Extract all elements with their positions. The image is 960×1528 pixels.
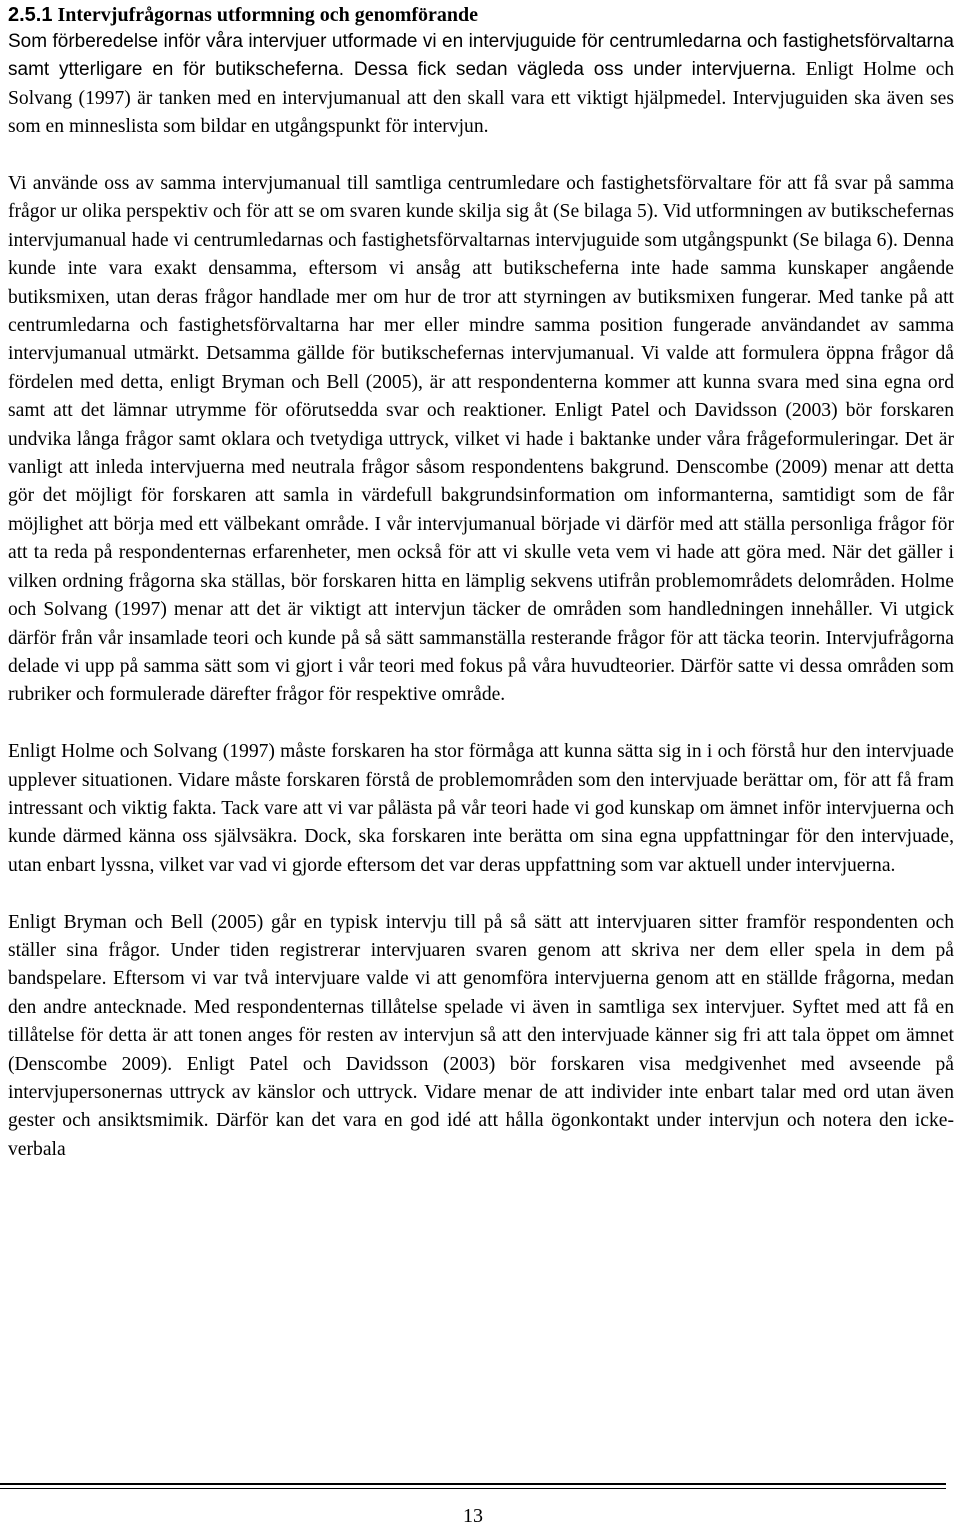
section-heading: [8, 0, 954, 28]
footer-divider-thin: [0, 1488, 946, 1489]
paragraph-4: Enligt Bryman och Bell (2005) går en typisk intervju till på så sätt att intervjuaren sitter framför respondenten och ställer sina frågor. Under tiden registrerar intervjuaren svaren genom att skriva ner dem eller spela in dem på bandspelare. Eftersom vi var två intervjuare valde vi att genomföra intervjuerna genom att en ställde frågorna, medan den andre antecknade. Med respondenternas tillåtelse spelade vi även in samtliga sex intervjuer. Syftet med att få en tillåtelse för detta är att tonen anges för resten av intervjun så att den intervjuade känner sig fri att tala öppet om ämnet (Denscombe 2009). Enligt Patel och Davidsson (2003) bör forskaren visa medgivenhet med avseende på intervjupersonernas uttryck av känslor och uttryck. Vidare menar de att individer inte enbart talar med ord utan även gester och ansiktsmimik. Därför kan det vara en god idé att hålla ögonkontakt under intervjun och notera den icke-verbala: [8, 911, 954, 1160]
document-page: [8, 0, 954, 1164]
section-number: 2.5.1: [8, 4, 53, 26]
footer-divider: [0, 1483, 946, 1485]
paragraph-1: [8, 28, 954, 142]
paragraph-gap: [8, 710, 954, 738]
paragraph-gap: [8, 880, 954, 908]
paragraph-1-rest: Enligt Holme och Solvang (1997) är tanken med en intervjumanual att den skall vara ett viktigt hjälpmedel. Intervjuguiden ska även ses som en minneslista som bildar en utgångspunkt för intervjun.: [8, 59, 954, 138]
page-number: 13: [463, 1505, 483, 1527]
paragraph-2: Vi använde oss av samma intervjumanual till samtliga centrumledare och fastighetsförvaltare för att få svar på samma frågor ur olika perspektiv och för att se om svaren kunde skilja sig åt (Se bilaga 5). Vid utformningen av butikschefernas intervjumanual hade vi centrumledarnas och fastighetsförvaltarnas intervjuguide som utgångspunkt (Se bilaga 6). Denna kunde inte vara exakt densamma, eftersom vi ansåg att butikscheferna inte hade samma kunskaper angående butiksmixen, utan deras frågor handlade mer om hur de tror att styrningen av butiksmixen fungerar. Med tanke på att centrumledarna och fastighetsförvaltarna har mer eller mindre samma position fungerade användandet av samma intervjumanual utmärkt. Detsamma gällde för butikschefernas intervjumanual. Vi valde att formulera öppna frågor då fördelen med detta, enligt Bryman och Bell (2005), är att respondenterna kommer att kunna svara med sina egna ord samt att det lämnar utrymme för oförutsedda svar och reaktioner. Enligt Patel och Davidsson (2003) bör forskaren undvika långa frågor samt oklara och tvetydiga uttryck, vilket vi hade i baktanke under våra frågeformuleringar. Det är vanligt att inleda intervjuerna med neutrala frågor såsom respondentens bakgrund. Denscombe (2009) menar att detta gör det möjligt för forskaren att samla in värdefull bakgrundsinformation om informanterna, samtidigt som de får möjlighet att börja med ett välbekant område. I vår intervjumanual började vi därför med att ställa personliga frågor för att ta reda på respondenternas erfarenheter, men också för att vi skulle veta vem vi hade att göra med. När det gäller i vilken ordning frågorna ska ställas, bör forskaren hitta en lämplig sekvens utifrån problemområdets delområden. Holme och Solvang (1997) menar att det är viktigt att intervjun täcker de områden som handledningen innehåller. Vi utgick därför från vår insamlade teori och kunde på så sätt sammanställa resterande frågor för att täcka teorin. Intervjufrågorna delade vi upp på samma sätt som vi gjort i vår teori med fokus på våra huvudteorier. Därför satte vi dessa områden som rubriker och formulerade därefter frågor för respektive område.: [8, 173, 954, 706]
paragraph-1-lead: Som förberedelse inför våra intervjuer utformade vi en intervjuguide för centrumledarna och fastighetsförvaltarna samt ytterligare en för butikscheferna. Dessa fick sedan vägleda oss under intervjuerna.: [8, 31, 954, 81]
paragraph-gap: [8, 142, 954, 170]
section-title: Intervjufrågornas utformning och genomförande: [57, 4, 479, 26]
paragraph-3: Enligt Holme och Solvang (1997) måste forskaren ha stor förmåga att kunna sätta sig in i och förstå hur den intervjuade upplever situationen. Vidare måste forskaren förstå de problemområden som den intervjuade berättar om, för att få fram intressant och viktig fakta. Tack vare att vi var pålästa på vår teori hade vi god kunskap om ämnet inför intervjuerna och kunde därmed känna oss självsäkra. Dock, ska forskaren inte berätta om sina egna uppfattningar för den intervjuade, utan enbart lyssna, vilket var vad vi gjorde eftersom det var deras uppfattning som var aktuell under intervjuerna.: [8, 741, 954, 876]
